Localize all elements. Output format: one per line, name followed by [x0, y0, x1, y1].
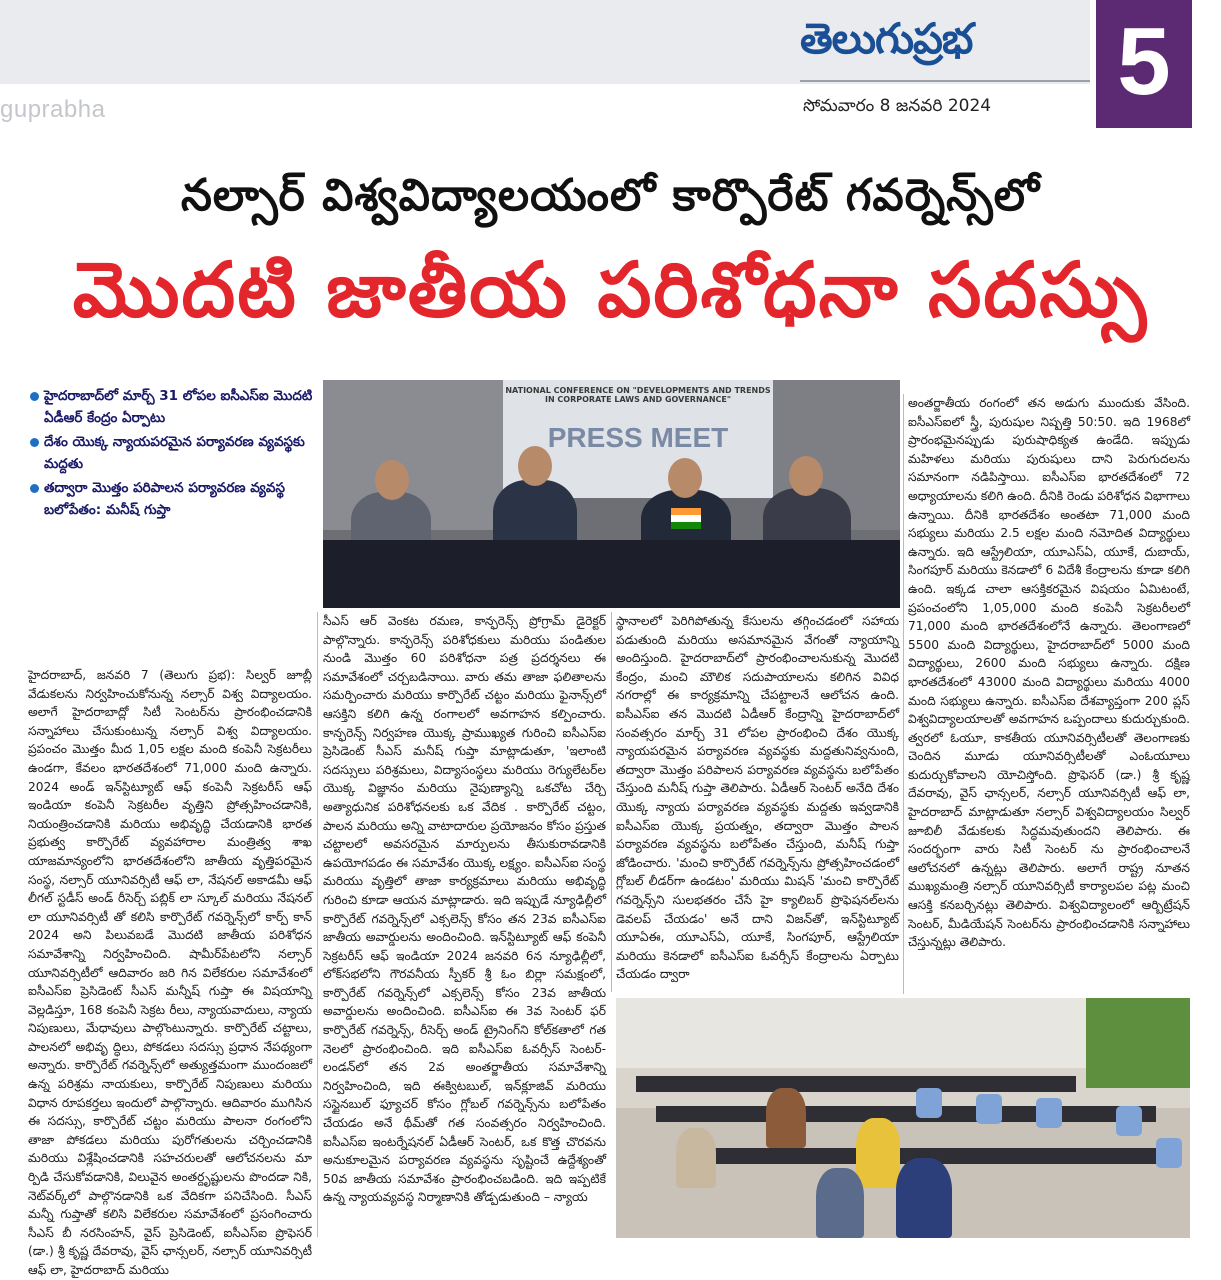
flag-icon — [671, 508, 701, 530]
brand-rule — [800, 80, 1090, 82]
article-column-3: స్థానాలలో పెరిగిపోతున్న కేసులను తగ్గించడంలో సహాయ పడుతుంది మరియు అసమానమైన వేగంతో న్యాయాన్ని అందిస్తుంది. హైదరాబాద్‌లో ప్రారంభించాలనుకున్న మొదటి కేంద్రం, మంచి మౌలిక సదుపాయాలను కలిగిన వివిధ నగరాల్లో ఈ కార్యక్రమాన్ని చేపట్టాలనే ఆలోచన ఉంది. ఐసీఎస్ఐ తన మొదటి ఏడీఆర్ కేంద్రాన్ని హైదరాబాద్‌లో సంవత్సరం మార్చ్ 31 లోపల ప్రారంభించి దేశం యొక్క న్యాయపరమైన పర్యావరణ వ్యవస్థకు మద్దతునివ్వనుంది, తద్వారా మొత్తం పరిపాలన పర్యావరణ వ్యవస్థను బలోపేతం చేస్తుంది మనీష్ గుప్తా తెలిపారు. ఏడీఆర్ సెంటర్ అనేది దేశం యొక్క న్యాయ పర్యావరణ వ్యవస్థకు మద్దతు ఇవ్వడానికి ఐసీఎస్ఐ యొక్క ప్రయత్నం, తద్వారా మొత్తం పాలన పర్యావరణ వ్యవస్థను బలోపేతం చేస్తుంది, మనీష్ గుప్తా జోడించారు. 'మంచి కార్పొరేట్ గవర్నెన్స్‌ను ప్రోత్సహించడంలో గ్లోబల్ లీడర్‌గా ఉండటం' మరియు మిషన్ 'మంచి కార్పొరేట్ గవర్నెన్స్‌ని సులభతరం చేసే హై క్యాలిబర్ ప్రొఫెషనల్‌లను డెవలప్ చేయడం' అనే దాని విజన్‌తో, ఇన్‌స్టిట్యూట్ యూఏఈ, యూఎస్ఏ, యూకే, సింగపూర్, ఆస్ట్రేలియా మరియు కెనడాలో ఐసీఎస్ఐ ఓవర్సీస్ కేంద్రాలను ఏర్పాటు చేయడం ద్వారా — [616, 614, 899, 982]
highlight-item: తద్వారా మొత్తం పరిపాలన పర్యావరణ వ్యవస్థ బలోపేతం: మనీష్ గుప్తా — [28, 477, 318, 521]
panel-table — [323, 540, 900, 608]
student-figure — [856, 1118, 900, 1188]
student-figure — [816, 1168, 864, 1238]
newspaper-brand: తెలుగుప్రభ — [800, 14, 973, 63]
headline-kicker: నల్సార్ విశ్వవిద్యాలయంలో కార్పొరేట్ గవర్నెన్స్‌లో — [180, 170, 1041, 221]
press-meet-photo — [323, 380, 900, 608]
screen-title: PRESS MEET — [547, 422, 729, 453]
student-figure — [896, 1158, 952, 1238]
article-column-2: సీఎస్ ఆర్ వెంకట రమణ, కాన్ఫరెన్స్ ప్రోగ్రామ్ డైరెక్టర్ పాల్గొన్నారు. కాన్ఫరెన్స్ పరిశోధకులు మరియు పండితుల నుండి మొత్తం 60 పరిశోధనా పత్ర ప్రదర్శనలు ఈ సమావేశంలో చర్చబడినాయి. వారు తమ తాజా ఫలితాలను సమర్పించారు మరియు కార్పొరేట్ చట్టం మరియు ఫైనాన్స్‌లో ఆసక్తిని కలిగి ఉన్న రంగాలలో అవగాహన కల్పించారు. కాన్ఫరెన్స్ నిర్వహణ యొక్క ప్రాముఖ్యత గురించి ఐసీఎస్ఐ ప్రెసిడెంట్ సీఎస్ మనీష్ గుప్తా మాట్లాడుతూ, 'ఇలాంటి సదస్సులు పరిశ్రమలు, విద్యాసంస్థలు మరియు రెగ్యులేటర్‌ల యొక్క విజ్ఞానం మరియు నైపుణ్యాన్ని ఒకచోట చేర్చి అత్యాధునిక పరిశోధనలకు ఒక వేదిక . కార్పొరేట్ చట్టం, పాలన మరియు అన్ని వాటాదారుల ప్రయోజనం కోసం ప్రస్తుత చట్టాలలో అవసరమైన మార్పులను తీసుకురావడానికి ఉపయోగపడం ఈ సమావేశం యొక్క లక్ష్యం. ఐసీఎస్ఐ సంస్థ మరియు వృత్తిలో తాజా కార్యక్రమాలు మరియు అభివృద్ధి గురించి కూడా ఆయన మాట్లాడారు. ఇది ఇప్పుడే న్యూఢిల్లీలో కార్పొరేట్ గవర్నెన్స్‌లో ఎక్సలెన్స్ కోసం తన 23వ ఐసీఎస్ఐ జాతీయ అవార్డులను అందించింది. ఇన్‌స్టిట్యూట్ ఆఫ్ కంపెనీ సెక్రటరీస్ ఆఫ్ ఇండియా 2024 జనవరి 6న న్యూఢిల్లీలో, లోక్‌సభలోని గౌరవనీయ స్పీకర్ శ్రీ ఓం బిర్లా సమక్షంలో, కార్పొరేట్ గవర్నెన్స్‌లో ఎక్సలెన్స్ కోసం 23వ జాతీయ అవార్డులను అందించింది. ఐసీఎస్ఐ ఈ 3వ సెంటర్ ఫర్ కార్పొరేట్ గవర్నెన్స్, రీసెర్చ్ అండ్ ట్రైనింగ్‌ని కోల్‌కతాలో గత నెలలో ప్రారంభించింది. ఇది ఐసీఎస్ఐ ఓవర్సీస్ సెంటర్-లండన్‌లో తన 2వ అంతర్జాతీయ సమావేశాన్ని నిర్వహించింది, ఇది ఈక్విటబుల్, ఇన్‌క్లూజివ్ మరియు సస్టైనబుల్ ఫ్యూచర్ కోసం గ్లోబల్ గవర్నెన్స్‌ను బలోపేతం చేయడం అనే థీమ్‌తో గత సంవత్సరం నిర్వహించింది. ఐసీఎస్ఐ ఇంటర్నేషనల్ ఏడీఆర్ సెంటర్, ఒక కొత్త చొరవను అనుకూలమైన పర్యావరణ వ్యవస్థను సృష్టించే ఉద్దేశ్యంతో 50వ జాతీయ సమావేశం ప్రారంభించబడింది. ఇది ఇప్పటికే ఉన్న న్యాయవ్యవస్థ నిర్మాణానికి తోడ్పడుతుంది – న్యాయ — [323, 614, 606, 1205]
issue-date: సోమవారం 8 జనవరి 2024 — [803, 96, 992, 116]
faded-brand-fragment: guprabha — [0, 96, 106, 123]
student-figure — [676, 1128, 716, 1188]
screen-caption: NATIONAL CONFERENCE ON "DEVELOPMENTS AND TRENDS IN CORPORATE LAWS AND GOVERNANCE" — [505, 386, 771, 404]
highlight-item: దేశం యొక్క న్యాయపరమైన పర్యావరణ వ్యవస్థకు మద్దతు — [28, 431, 318, 475]
headline-main: మొదటి జాతీయ పరిశోధనా సదస్సు — [72, 245, 1149, 334]
article-column-1: హైదరాబాద్, జనవరి 7 (తెలుగు ప్రభ): సిల్వర్ జూబ్లీ వేడుకలను నిర్వహించుకోనున్న నల్సార్ విశ్వ విద్యాలయం. అలాగే హైదరాబాద్లో సిటీ సెంటర్‌ను ప్రారంభించడానికి సన్నాహాలు చేసుకుంటున్న నల్సార్ విశ్వ విద్యాలయం. ప్రపంచం మొత్తం మీద 1,05 లక్షల మంది కంపెనీ సెక్రటరీలు ఉండగా, కేవలం భారతదేశంలో 71,000 మంది ఉన్నారు. 2024 అండ్ ఇన్‌స్టిట్యూట్ ఆఫ్ కంపెనీ సెక్రటరీస్ ఆఫ్ ఇండియా కంపెనీ సెక్రటరీల వృత్తిని ప్రోత్సహించడానికి, నియంత్రించడానికి మరియు అభివృద్ధి చేయడానికి భారత ప్రభుత్వ కార్పొరేట్ వ్యవహారాల మంత్రిత్వ శాఖ యాజమాన్యంలోని భారతదేశంలోని జాతీయ వృత్తిపరమైన సంస్థ, నల్సార్ యూనివర్సిటీ ఆఫ్ లా, నేషనల్ అకాడమీ ఆఫ్ లీగల్ స్టడీస్ అండ్ రీసెర్చ్ పబ్లిక్ లా స్కూల్ మరియు నేషనల్ లా యూనివర్సిటీ తో కలిసి కార్పొరేట్ గవర్నెన్స్‌లో కార్ప్ కాన్ 2024 అని పిలువబడే మొదటి జాతీయ పరిశోధన సమావేశాన్ని నిర్వహించింది. షామీర్‌పేటలోని నల్సార్ యూనివర్సిటీలో ఆదివారం జరి గిన విలేకరుల సమావేశంలో ఐసీఎస్ఐ ప్రెసిడెంట్ సీఎస్ మన్నీష్ గుప్తా ఈ విషయాన్ని వెల్లడిస్తూ, 168 కంపెనీ సెక్రట రీలు, న్యాయవాదులు, న్యాయ నిపుణులు, మేధావులు పాల్గొంటున్నారు. కార్పొరేట్ చట్టాలు, పాలనలో అభివృ ద్ధిలు, పోకడలు సదస్సు ప్రధాన నేపథ్యంగా అన్నారు. కార్పొరేట్ గవర్నెన్స్‌లో అత్యుత్తమంగా ముందంజలో ఉన్న పరిశ్రమ నాయకులు, కార్పొరేట్ నిపుణులు మరియు విధాన రూపకర్తలు ఇందులో పాల్గొన్నారు. ఆదివారం ముగిసిన ఈ సదస్సు, కార్పొరేట్ చట్టం మరియు పాలనా రంగంలోని తాజా పోకడలు మరియు పురోగతులను చర్చించడానికి మరియు విశ్లేషించడానికి సహచరులతో ఆలోచనలను మా ర్పిడి చేసుకోవడానికి, విలువైన అంతర్దృష్టులను పొందడా నికి, నెట్‌వర్క్‌లో పాల్గొనడానికి ఒక వేదికగా పనిచేసింది. సీఎస్ మన్నీ గుప్తాతో కలిసి విలేకరుల సమావేశంలో ప్రసంగించారు సీఎస్ బీ నరసింహన్, వైస్ ప్రెసిడెంట్, ఐసీఎస్ఐ ప్రొఫెసర్ (డా.) శ్రీ కృష్ణ దేవరావు, వైస్ ఛాన్సలర్, నల్సార్ యూనివర్సిటీ ఆఫ్ లా, హైదరాబాద్ మరియు — [28, 668, 312, 1277]
highlights-list — [28, 385, 318, 523]
page-number-box: 5 — [1096, 0, 1192, 128]
student-figure — [766, 1088, 806, 1148]
article-column-4: అంతర్జాతీయ రంగంలో తన అడుగు ముందుకు వేసింది. ఐసీఎస్ఐలో స్త్రీ, పురుషుల నిష్పత్తి 50:50. ఇది 1968లో ప్రారంభమైనప్పుడు పురుషాధిక్యత ఉండేది. ఇప్పుడు మహిళలు మరియు పురుషులు దాని పెరుగుదలను సమానంగా నడిపిస్తాయి. ఐసీఎస్ఐ భారతదేశంలో 72 అధ్యాయాలను కలిగి ఉంది. దీనికి రెండు పరిశోధన విభాగాలు ఉన్నాయి. దీనికి భారతదేశం అంతటా 71,000 మంది సభ్యులు మరియు 2.5 లక్షల మంది నమోదిత విద్యార్థులు ఉన్నారు. ఇది ఆస్ట్రేలియా, యూఎస్ఏ, యూకే, దుబాయ్, సింగపూర్ మరియు కెనడాలో 6 విదేశీ కేంద్రాలను కూడా కలిగి ఉంది. ఇక్కడ చాలా ఆసక్తికరమైన విషయం ఏమిటంటే, ప్రపంచంలోని 1,05,000 మంది కంపెనీ సెక్రటరీలలో 71,000 మంది భారతదేశంలోనే ఉన్నారు. తెలంగాణలో 5500 మంది విద్యార్థులు, హైదరాబాద్‌లో 5000 మంది విద్యార్థులు, 2600 మంది సభ్యులు ఉన్నారు. దక్షిణ భారతదేశంలో 43000 మంది విద్యార్థులు మరియు 4000 మంది సభ్యులు ఉన్నారు. ఐసీఎస్ఐ దేశవ్యాప్తంగా 200 ప్లస్ విశ్వవిద్యాలయాలతో అవగాహన ఒప్పందాలు కుదుర్చుకుంది. త్వరలో ఓయూ, కాకతీయ యూనివర్సిటీలతో తెలంగాణకు చెందిన మూడు యూనివర్సిటీలతో ఎంఓయూలు కుదుర్చుకోవాలని యోచిస్తోంది. ప్రొఫెసర్ (డా.) శ్రీ కృష్ణ దేవరావు, వైస్ ఛాన్సలర్, నల్సార్ యూనివర్సిటీ ఆఫ్ లా, హైదరాబాద్ మాట్లాడుతూ నల్సార్ విశ్వవిద్యాలయం సిల్వర్ జూబిలీ వేడుకలకు సిద్ధమవుతుందని తెలిపారు. ఈ సందర్భంగా వారు సిటీ సెంటర్ ను ప్రారంభించాలనే ఆలోచనలో ఉన్నట్లు తెలిపారు. అలాగే రాష్ట్ర నూతన ముఖ్యమంత్రి నల్సార్ యూనివర్సిటీ కార్యాలపల పట్ల మంచి ఆసక్తి కనబర్చినట్లు తెలిపారు. విశ్వవిద్యాలంలో ఆర్బిట్రేషన్ సెంటర్, మీడియేషన్ సెంటర్‌ను ప్రారంభించడానికి సన్నాహాలు చేస్తున్నట్లు తెలిపారు. — [908, 396, 1190, 950]
highlight-item: హైదరాబాద్‌లో మార్చ్ 31 లోపల ఐసీఎస్ఐ మొదటి ఏడీఆర్ కేంద్రం ఏర్పాటు — [28, 385, 318, 429]
exam-hall-photo — [616, 998, 1190, 1238]
